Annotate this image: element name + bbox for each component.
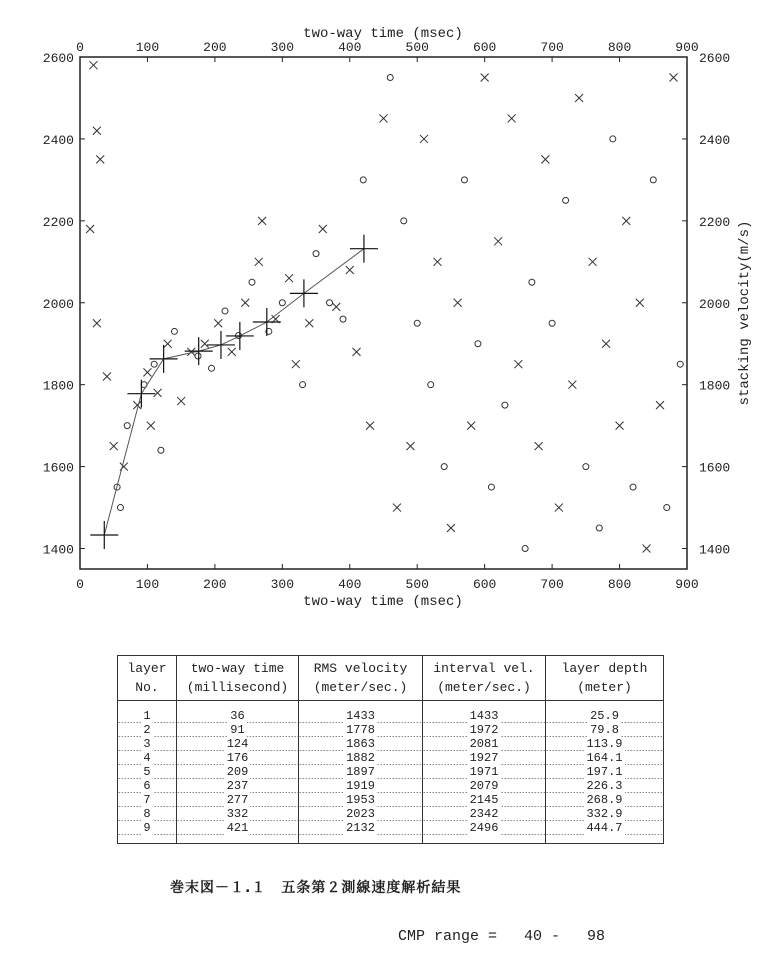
y-tick-label-left: 1400: [42, 542, 74, 558]
x-tick-label-top: 400: [338, 40, 362, 55]
cell-depth-value: 25.9: [590, 709, 619, 723]
semblance-point: [406, 442, 414, 450]
cell-rms-value: 1778: [346, 723, 375, 737]
x-tick-label-bottom: 500: [405, 577, 429, 592]
cell-layer: [118, 821, 177, 835]
cell-time-value: 277: [226, 793, 249, 807]
header-depth-l1: layer depth: [561, 661, 648, 676]
semblance-point: [327, 300, 333, 306]
semblance-point: [93, 319, 101, 327]
picked-point: [253, 308, 281, 336]
x-tick-label-bottom: 900: [675, 577, 699, 592]
x-tick-label-bottom: 400: [338, 577, 362, 592]
x-tick-label-top: 600: [472, 40, 497, 55]
semblance-point: [467, 422, 475, 430]
x-tick-label-bottom: 800: [607, 577, 632, 592]
semblance-point: [228, 348, 236, 356]
semblance-point: [549, 320, 555, 326]
semblance-point: [488, 484, 494, 490]
semblance-point: [401, 218, 407, 224]
table-row: [118, 765, 664, 779]
semblance-point: [164, 340, 172, 348]
picked-point: [226, 322, 254, 350]
y-axis-label: stacking velocity(m/s): [737, 220, 753, 406]
semblance-point: [428, 382, 434, 388]
cell-rms: [299, 751, 423, 765]
cell-rms-value: 1433: [346, 709, 375, 723]
semblance-point: [677, 361, 683, 367]
cell-layer-value: 6: [143, 779, 151, 793]
x-tick-label-top: 0: [76, 40, 84, 55]
cell-layer-value: 9: [143, 821, 151, 835]
cell-layer: [118, 765, 177, 779]
cell-rms: [299, 807, 423, 821]
cell-depth: [546, 807, 664, 821]
semblance-point: [414, 320, 420, 326]
semblance-point: [285, 274, 293, 282]
semblance-point: [508, 114, 516, 122]
cell-time-value: 124: [226, 737, 249, 751]
cell-depth: [546, 709, 664, 723]
cell-time-value: 209: [226, 765, 249, 779]
header-time: [177, 656, 299, 701]
semblance-point: [583, 464, 589, 470]
cell-depth: [546, 779, 664, 793]
semblance-point: [177, 397, 185, 405]
header-interval: [423, 656, 546, 701]
semblance-point: [494, 237, 502, 245]
semblance-point: [387, 74, 393, 80]
x-tick-label-top: 100: [135, 40, 160, 55]
cell-rms: [299, 793, 423, 807]
cell-time-value: 332: [226, 807, 249, 821]
cell-depth-value: 444.7: [586, 821, 623, 835]
header-layer-l1: layer: [127, 661, 167, 676]
cell-rms: [299, 765, 423, 779]
table-row: [118, 709, 664, 723]
x-tick-label-top: 800: [607, 40, 632, 55]
header-interval-l1: interval vel.: [433, 661, 535, 676]
axis-ticks: [43, 40, 730, 592]
semblance-point: [124, 423, 130, 429]
y-tick-label-right: 1400: [699, 542, 731, 558]
y-tick-label-left: 1600: [42, 460, 74, 476]
semblance-point: [255, 258, 263, 266]
table-row: [118, 723, 664, 737]
cell-interval: [423, 737, 546, 751]
velocity-table: [117, 655, 664, 844]
semblance-point: [209, 365, 215, 371]
cell-interval: [423, 779, 546, 793]
semblance-point: [420, 135, 428, 143]
semblance-point: [461, 177, 467, 183]
cell-depth-value: 226.3: [586, 779, 623, 793]
cmp-range: CMP range = 40 - 98: [398, 928, 606, 945]
semblance-point: [610, 136, 616, 142]
semblance-point: [117, 505, 123, 511]
semblance-point: [380, 114, 388, 122]
cell-time: [177, 807, 299, 821]
semblance-points: [86, 61, 683, 552]
semblance-point: [305, 319, 313, 327]
cell-depth: [546, 751, 664, 765]
cell-rms: [299, 737, 423, 751]
picked-point: [350, 235, 378, 263]
semblance-point: [664, 505, 670, 511]
cell-time: [177, 737, 299, 751]
semblance-point: [366, 422, 374, 430]
semblance-point: [441, 464, 447, 470]
cell-interval: [423, 821, 546, 835]
cell-interval-value: 1971: [469, 765, 499, 779]
semblance-point: [596, 525, 602, 531]
semblance-point: [360, 177, 366, 183]
semblance-point: [447, 524, 455, 532]
y-tick-label-right: 1800: [699, 378, 731, 394]
semblance-point: [670, 73, 678, 81]
table-row: [118, 807, 664, 821]
y-tick-label-right: 2000: [699, 296, 731, 312]
semblance-point: [313, 251, 319, 257]
y-tick-label-right: 1600: [699, 460, 731, 476]
cell-interval-value: 2145: [469, 793, 499, 807]
semblance-point: [279, 300, 285, 306]
picked-point: [290, 279, 318, 307]
semblance-point: [616, 422, 624, 430]
table-row: [118, 751, 664, 765]
x-tick-label-bottom: 100: [135, 577, 160, 592]
semblance-point: [636, 299, 644, 307]
cell-depth-value: 268.9: [586, 793, 623, 807]
cell-depth-value: 113.9: [586, 737, 623, 751]
cell-layer-value: 1: [143, 709, 151, 723]
semblance-point: [555, 504, 563, 512]
x-tick-label-bottom: 200: [203, 577, 227, 592]
semblance-point: [292, 360, 300, 368]
semblance-point: [502, 402, 508, 408]
plot-frame: [80, 57, 687, 569]
semblance-point: [300, 382, 306, 388]
semblance-point: [96, 155, 104, 163]
cell-interval: [423, 807, 546, 821]
cell-rms: [299, 723, 423, 737]
cell-depth-value: 332.9: [586, 807, 623, 821]
cell-rms: [299, 779, 423, 793]
cell-time-value: 91: [230, 723, 245, 737]
header-rms: [299, 656, 423, 701]
semblance-point: [353, 348, 361, 356]
cell-interval-value: 2081: [469, 737, 499, 751]
cell-layer: [118, 751, 177, 765]
semblance-point: [143, 368, 151, 376]
x-tick-label-top: 700: [540, 40, 564, 55]
semblance-point: [514, 360, 522, 368]
cell-rms-value: 1919: [346, 779, 375, 793]
semblance-point: [563, 197, 569, 203]
picked-point: [90, 521, 118, 549]
cell-depth: [546, 821, 664, 835]
cell-layer-value: 2: [143, 723, 151, 737]
semblance-point: [568, 381, 576, 389]
y-tick-label-left: 2200: [42, 214, 74, 230]
semblance-point: [154, 389, 162, 397]
semblance-point: [201, 340, 209, 348]
semblance-point: [575, 94, 583, 102]
x-axis-label-bottom: two-way time (msec): [303, 594, 463, 610]
semblance-point: [393, 504, 401, 512]
semblance-point: [522, 546, 528, 552]
semblance-point: [622, 217, 630, 225]
table-row: [118, 779, 664, 793]
x-tick-label-bottom: 600: [472, 577, 497, 592]
cell-depth: [546, 793, 664, 807]
semblance-point: [481, 73, 489, 81]
cell-interval-value: 2496: [469, 821, 499, 835]
cell-time: [177, 751, 299, 765]
semblance-point: [529, 279, 535, 285]
y-tick-label-left: 2000: [42, 296, 74, 312]
cell-depth-value: 79.8: [590, 723, 619, 737]
picked-point: [127, 380, 155, 408]
table-row: [118, 821, 664, 835]
header-rms-l1: RMS velocity: [313, 661, 408, 676]
picked-point: [185, 337, 213, 365]
cell-layer-value: 3: [143, 737, 151, 751]
header-interval-l2: (meter/sec.): [437, 680, 531, 695]
table-row: [118, 737, 664, 751]
cell-interval-value: 1927: [469, 751, 499, 765]
semblance-point: [258, 217, 266, 225]
cell-rms-value: 1897: [346, 765, 375, 779]
cell-rms-value: 1863: [346, 737, 375, 751]
table-header-row: [118, 656, 664, 701]
header-rms-l2: (meter/sec.): [313, 680, 408, 695]
semblance-point: [241, 299, 249, 307]
semblance-point: [541, 155, 549, 163]
cell-interval: [423, 751, 546, 765]
y-tick-label-left: 1800: [42, 378, 74, 394]
picked-point: [207, 331, 235, 359]
semblance-point: [589, 258, 597, 266]
cell-interval: [423, 793, 546, 807]
cell-time: [177, 709, 299, 723]
cell-layer: [118, 709, 177, 723]
semblance-point: [86, 225, 94, 233]
cell-depth: [546, 737, 664, 751]
cell-depth-value: 164.1: [586, 751, 623, 765]
semblance-point: [151, 361, 157, 367]
cell-layer-value: 4: [143, 751, 151, 765]
cell-time-value: 237: [226, 779, 249, 793]
picked-point: [150, 345, 178, 373]
cell-interval-value: 2342: [469, 807, 499, 821]
semblance-point: [214, 319, 222, 327]
cell-layer: [118, 737, 177, 751]
x-tick-label-bottom: 0: [76, 577, 84, 592]
semblance-point: [171, 328, 177, 334]
x-axis-label-top: two-way time (msec): [303, 26, 463, 42]
semblance-point: [535, 442, 543, 450]
header-depth: [546, 656, 664, 701]
x-tick-label-bottom: 300: [270, 577, 295, 592]
header-depth-l2: (meter): [577, 680, 632, 695]
semblance-point: [630, 484, 636, 490]
cell-rms-value: 1953: [346, 793, 375, 807]
header-layer-l2: No.: [135, 680, 159, 695]
cell-time-value: 176: [226, 751, 249, 765]
semblance-point: [332, 303, 340, 311]
y-tick-label-right: 2400: [699, 132, 731, 148]
semblance-point: [89, 61, 97, 69]
semblance-point: [454, 299, 462, 307]
semblance-point: [110, 442, 118, 450]
y-tick-label-left: 2400: [42, 132, 74, 148]
cell-layer-value: 8: [143, 807, 151, 821]
cell-rms: [299, 709, 423, 723]
x-tick-label-bottom: 700: [540, 577, 564, 592]
semblance-point: [222, 308, 228, 314]
cell-interval-value: 1433: [469, 709, 499, 723]
cell-time: [177, 765, 299, 779]
cell-layer: [118, 793, 177, 807]
semblance-point: [158, 447, 164, 453]
cell-layer-value: 7: [143, 793, 151, 807]
semblance-point: [643, 545, 651, 553]
semblance-point: [346, 266, 354, 274]
cell-rms-value: 1882: [346, 751, 375, 765]
semblance-point: [319, 225, 327, 233]
cell-depth: [546, 723, 664, 737]
cell-time: [177, 793, 299, 807]
semblance-point: [650, 177, 656, 183]
picked-velocity-line: [104, 249, 364, 535]
cell-interval-value: 2079: [469, 779, 499, 793]
cell-time-value: 36: [230, 709, 245, 723]
cell-layer-value: 5: [143, 765, 151, 779]
y-tick-label-right: 2600: [699, 51, 731, 66]
x-tick-label-top: 200: [203, 40, 227, 55]
semblance-point: [103, 372, 111, 380]
cell-interval: [423, 723, 546, 737]
cell-interval-value: 1972: [469, 723, 499, 737]
cell-interval: [423, 709, 546, 723]
cell-layer: [118, 807, 177, 821]
picked-velocity-markers: [90, 235, 378, 549]
semblance-point: [249, 279, 255, 285]
semblance-point: [147, 422, 155, 430]
semblance-point: [433, 258, 441, 266]
semblance-point: [602, 340, 610, 348]
cell-layer: [118, 779, 177, 793]
table-row: [118, 793, 664, 807]
cell-time: [177, 723, 299, 737]
cell-rms-value: 2023: [346, 807, 375, 821]
cell-rms-value: 2132: [346, 821, 375, 835]
semblance-point: [475, 341, 481, 347]
header-time-l2: (millisecond): [186, 680, 289, 695]
y-tick-label-left: 2600: [42, 51, 74, 66]
figure-caption: 巻末図－１.１ 五条第２測線速度解析結果: [170, 880, 462, 896]
semblance-point: [656, 401, 664, 409]
cell-depth-value: 197.1: [586, 765, 623, 779]
x-tick-label-top: 900: [675, 40, 699, 55]
header-layer: [118, 656, 177, 701]
x-tick-label-top: 500: [405, 40, 429, 55]
cell-time-value: 421: [226, 821, 249, 835]
cell-time: [177, 779, 299, 793]
cell-depth: [546, 765, 664, 779]
cell-rms: [299, 821, 423, 835]
semblance-point: [195, 353, 201, 359]
header-time-l1: two-way time: [190, 661, 285, 676]
cell-time: [177, 821, 299, 835]
semblance-point: [340, 316, 346, 322]
y-tick-label-right: 2200: [699, 214, 731, 230]
cell-interval: [423, 765, 546, 779]
semblance-point: [93, 127, 101, 135]
cell-layer: [118, 723, 177, 737]
x-tick-label-top: 300: [270, 40, 295, 55]
